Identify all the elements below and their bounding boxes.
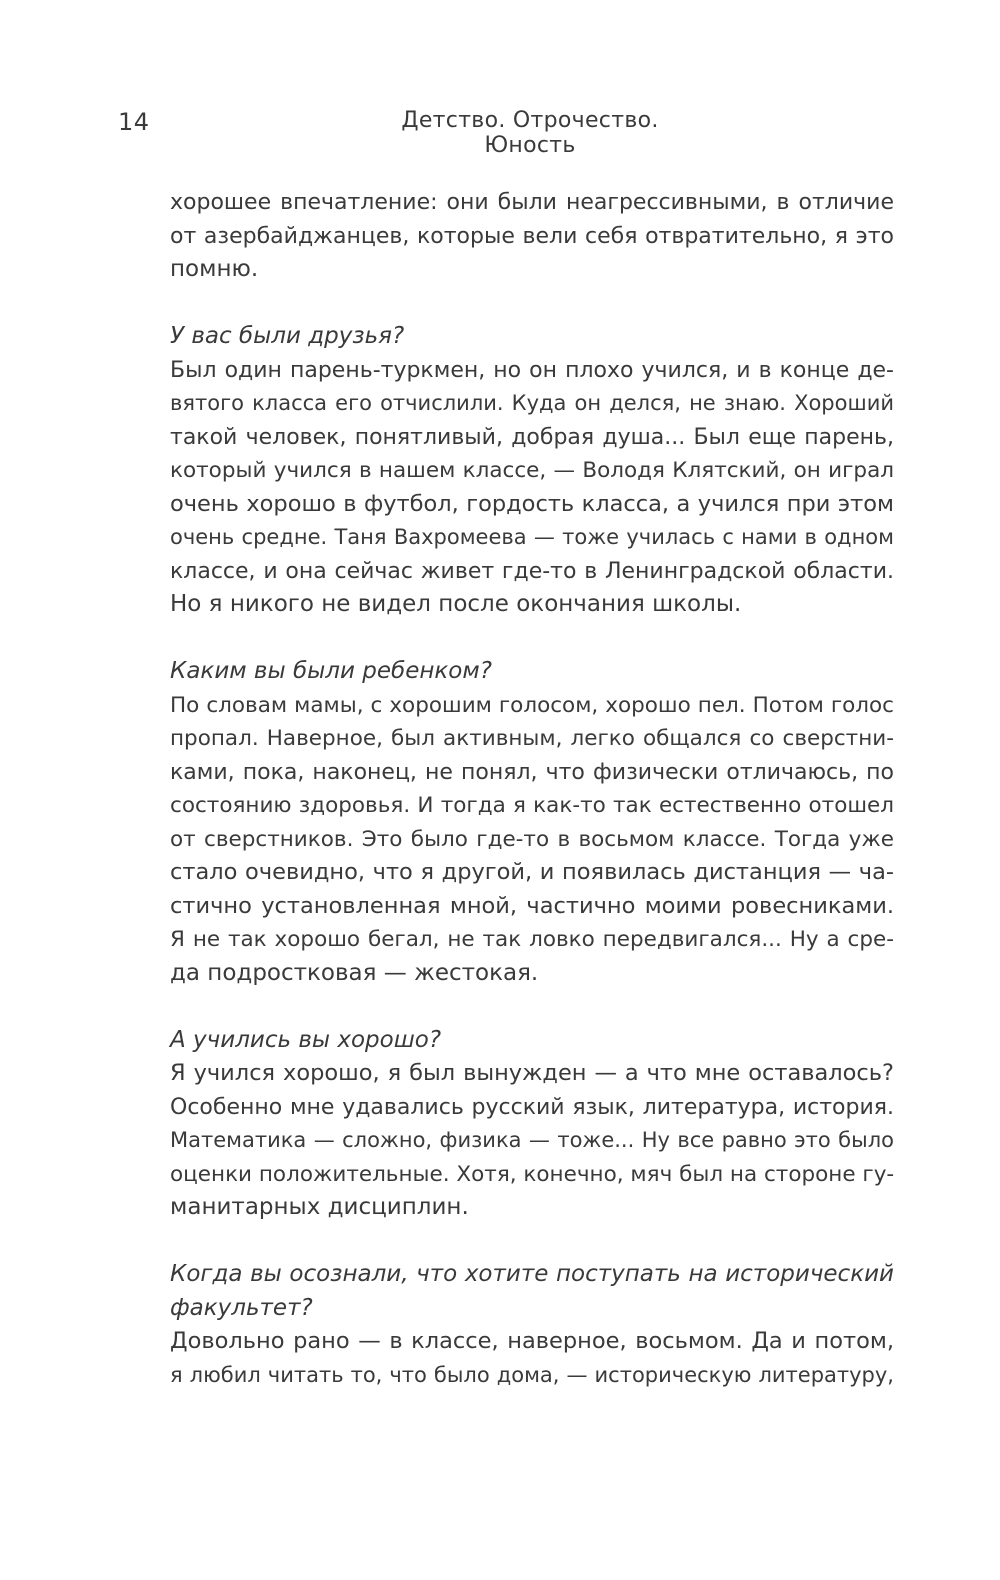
text-line: Математика — сложно, физика — тоже... Ну все равно это было: [170, 1128, 894, 1152]
interview-question: [170, 320, 894, 354]
interview-question: [170, 1024, 894, 1058]
question-line: У вас были друзья?: [170, 323, 405, 349]
text-line: стало очевидно, что я другой, и появилась дистанция — ча-: [170, 859, 894, 885]
question-line: Каким вы были ребенком?: [170, 658, 492, 684]
text-line: который учился в нашем классе, — Володя Клятский, он играл: [170, 458, 894, 483]
text-line: очень средне. Таня Вахромеева — тоже училась с нами в одном: [170, 525, 894, 549]
text-line: Особенно мне удавались русский язык, литература, история.: [170, 1094, 894, 1120]
text-line: такой человек, понятливый, добрая душа... Был еще парень,: [170, 424, 894, 450]
text-line: Довольно рано — в классе, наверное, восьмом. Да и потом,: [170, 1328, 894, 1354]
text-line: хорошее впечатление: они были неагрессивными, в отличие: [170, 190, 894, 215]
text-line: вятого класса его отчислили. Куда он делся, не знаю. Хороший: [170, 391, 894, 415]
text-line: Я не так хорошо бегал, не так ловко передвигался... Ну а сре-: [170, 927, 894, 952]
body-text: [170, 186, 894, 1392]
text-line: помню.: [170, 256, 259, 282]
text-line: манитарных дисциплин.: [170, 1194, 469, 1220]
text-line: Я учился хорошо, я был вынужден — а что мне оставалось?: [170, 1060, 894, 1086]
text-line: да подростковая — жестокая.: [170, 959, 539, 986]
paragraph: [170, 1057, 894, 1225]
paragraph: [170, 186, 894, 287]
text-line: классе, и она сейчас живет где-то в Ленинградской области.: [170, 558, 894, 584]
question-line: факультет?: [170, 1294, 313, 1321]
text-line: пропал. Наверное, был активным, легко общался со сверстни-: [170, 726, 894, 751]
text-line: ками, пока, наконец, не понял, что физически отличаюсь, по: [170, 759, 894, 785]
text-line: я любил читать то, что было дома, — историческую литературу,: [170, 1362, 894, 1387]
question-line: Когда вы осознали, что хотите поступать на исторический: [170, 1261, 894, 1287]
interview-question: [170, 1258, 894, 1325]
text-line: от азербайджанцев, которые вели себя отвратительно, я это: [170, 223, 894, 249]
text-line: стично установленная мной, частично моими ровесниками.: [170, 892, 894, 919]
text-line: оценки положительные. Хотя, конечно, мяч был на стороне гу-: [170, 1161, 895, 1187]
page-number: 14: [118, 108, 150, 136]
interview-question: [170, 655, 894, 689]
running-header: Детство. Отрочество. Юность: [401, 108, 659, 158]
text-line: Был один парень-туркмен, но он плохо учился, и в конце де-: [170, 357, 894, 383]
paragraph: [170, 689, 894, 991]
question-line: А учились вы хорошо?: [170, 1026, 442, 1053]
text-line: состоянию здоровья. И тогда я как-то так естественно отошел: [170, 793, 894, 818]
text-line: от сверстников. Это было где-то в восьмом классе. Тогда уже: [170, 826, 894, 852]
text-line: Но я никого не видел после окончания школы.: [170, 591, 742, 617]
text-line: очень хорошо в футбол, гордость класса, а учился при этом: [170, 490, 894, 517]
paragraph: [170, 354, 894, 622]
text-line: По словам мамы, с хорошим голосом, хорошо пел. Потом голос: [170, 692, 894, 718]
paragraph: [170, 1325, 894, 1392]
